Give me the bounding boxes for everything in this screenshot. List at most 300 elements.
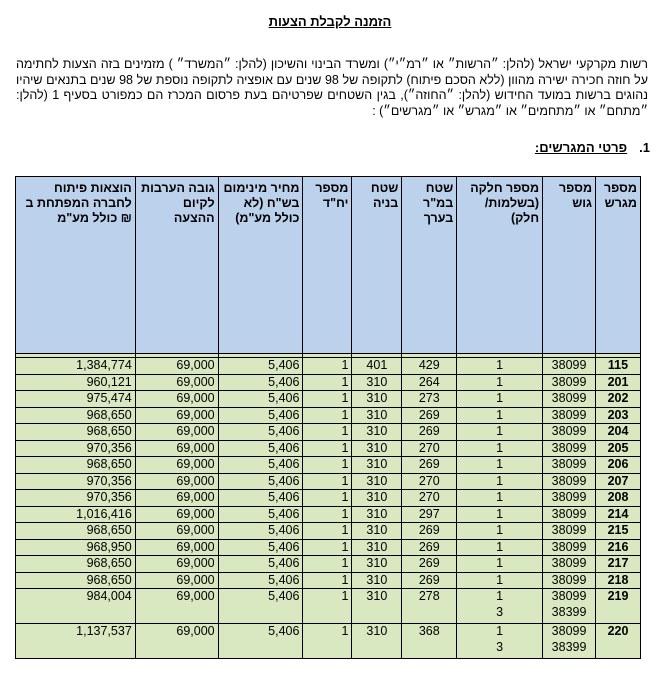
cell-gush-value: 38099: [551, 572, 587, 587]
document-title: [0, 14, 660, 29]
cell-min-price: [218, 457, 303, 474]
cell-min-price: [218, 490, 303, 507]
cell-helka-value-2: 3: [496, 639, 504, 654]
cell-dev-costs: [16, 589, 136, 624]
cell-gush: [543, 624, 596, 659]
cell-area-value: 269: [418, 556, 440, 570]
cell-build-area-value: 310: [366, 490, 388, 504]
cell-helka-value: 1: [496, 473, 504, 488]
cell-plot-value: 218: [607, 572, 629, 587]
cell-build-area-value: 310: [366, 556, 388, 570]
cell-dev-costs: [16, 457, 136, 474]
plots-table: [15, 176, 641, 659]
cell-dev-costs-value: 970,356: [86, 440, 132, 455]
cell-guarantee-value: 69,000: [176, 374, 215, 389]
cell-helka-value: 1: [496, 374, 504, 389]
cell-plot-value: 217: [607, 556, 629, 570]
cell-build-area-value: 310: [366, 589, 388, 603]
cell-min-price-value: 5,406: [268, 556, 300, 570]
cell-guarantee: [135, 391, 218, 408]
cell-min-price: [218, 358, 303, 375]
table-row: [16, 407, 641, 424]
cell-area: [402, 407, 457, 424]
cell-min-price: [218, 556, 303, 573]
cell-helka: [457, 374, 543, 391]
cell-plot-value: 214: [607, 506, 629, 521]
cell-guarantee: [135, 539, 218, 556]
cell-units: [303, 424, 352, 441]
cell-area: [402, 424, 457, 441]
cell-units-value: 1: [341, 391, 349, 405]
cell-gush-value: 38099: [551, 624, 587, 638]
cell-units: [303, 407, 352, 424]
cell-plot-value: 207: [607, 473, 629, 488]
cell-guarantee-value: 69,000: [176, 556, 215, 570]
cell-units-value: 1: [341, 572, 349, 587]
cell-units-value: 1: [341, 457, 349, 471]
cell-min-price-value: 5,406: [268, 572, 300, 587]
cell-helka-value: 1: [496, 506, 504, 521]
cell-plot-value: 206: [607, 457, 629, 471]
cell-min-price-value: 5,406: [268, 624, 300, 638]
cell-area-value: 278: [418, 589, 440, 603]
cell-plot-value: 202: [607, 391, 629, 405]
cell-min-price: [218, 473, 303, 490]
cell-gush-value: 38099: [551, 374, 587, 389]
cell-helka: [457, 523, 543, 540]
table-row: [16, 506, 641, 523]
cell-guarantee: [135, 440, 218, 457]
cell-dev-costs: [16, 440, 136, 457]
cell-dev-costs: [16, 490, 136, 507]
cell-min-price: [218, 424, 303, 441]
cell-area-value: 269: [418, 572, 440, 587]
cell-plot: [596, 440, 641, 457]
cell-dev-costs-value: 1,384,774: [76, 358, 132, 372]
cell-units: [303, 589, 352, 624]
cell-guarantee: [135, 572, 218, 589]
cell-build-area: [352, 440, 402, 457]
cell-area-value: 297: [418, 506, 440, 521]
cell-helka: [457, 407, 543, 424]
cell-plot: [596, 523, 641, 540]
cell-dev-costs-value: 1,016,416: [76, 506, 132, 521]
cell-area-value: 270: [418, 440, 440, 455]
cell-units: [303, 374, 352, 391]
cell-helka-value: 1: [496, 457, 504, 471]
intro-paragraph: [16, 57, 648, 119]
cell-min-price-value: 5,406: [268, 391, 300, 405]
cell-gush-value: 38099: [551, 457, 587, 471]
cell-plot: [596, 556, 641, 573]
cell-area: [402, 391, 457, 408]
cell-helka: [457, 391, 543, 408]
cell-guarantee: [135, 624, 218, 659]
cell-gush: [543, 358, 596, 375]
cell-units-value: 1: [341, 506, 349, 521]
cell-plot: [596, 358, 641, 375]
cell-gush: [543, 407, 596, 424]
cell-guarantee-value: 69,000: [176, 624, 215, 638]
cell-helka-value: 1: [496, 358, 504, 372]
cell-min-price: [218, 589, 303, 624]
table-row: [16, 624, 641, 659]
cell-units-value: 1: [341, 539, 349, 554]
cell-min-price-value: 5,406: [268, 589, 300, 603]
table-row: [16, 374, 641, 391]
col-header-min-price: מחיר מינימום בש"ח (לא כולל מע"מ): [218, 177, 303, 354]
cell-helka: [457, 572, 543, 589]
cell-dev-costs-value: 975,474: [86, 391, 132, 405]
cell-dev-costs-value: 968,650: [86, 457, 132, 471]
cell-min-price-value: 5,406: [268, 440, 300, 455]
table-row: [16, 473, 641, 490]
cell-gush-value: 38099: [551, 407, 587, 422]
cell-dev-costs: [16, 523, 136, 540]
cell-area: [402, 440, 457, 457]
cell-units-value: 1: [341, 556, 349, 570]
cell-helka: [457, 490, 543, 507]
cell-plot-value: 205: [607, 440, 629, 455]
cell-units: [303, 391, 352, 408]
cell-guarantee-value: 69,000: [176, 539, 215, 554]
cell-dev-costs: [16, 539, 136, 556]
cell-build-area: [352, 506, 402, 523]
col-header-build-area: שטח בניה: [352, 177, 402, 354]
cell-min-price-value: 5,406: [268, 457, 300, 471]
cell-gush: [543, 523, 596, 540]
cell-guarantee-value: 69,000: [176, 506, 215, 521]
cell-guarantee: [135, 556, 218, 573]
cell-dev-costs-value: 968,650: [86, 572, 132, 587]
cell-helka-value: 1: [496, 539, 504, 554]
cell-guarantee-value: 69,000: [176, 424, 215, 438]
cell-gush-value: 38099: [551, 391, 587, 405]
cell-plot: [596, 374, 641, 391]
cell-area: [402, 556, 457, 573]
table-row: [16, 457, 641, 474]
cell-helka: [457, 457, 543, 474]
cell-helka-value: 1: [496, 440, 504, 455]
cell-plot: [596, 506, 641, 523]
cell-units: [303, 440, 352, 457]
cell-gush: [543, 490, 596, 507]
cell-guarantee-value: 69,000: [176, 473, 215, 488]
cell-helka-value: 1: [496, 391, 504, 405]
cell-guarantee-value: 69,000: [176, 523, 215, 537]
cell-plot-value: 115: [607, 358, 629, 372]
cell-build-area: [352, 473, 402, 490]
cell-build-area-value: 310: [366, 374, 388, 389]
cell-area-value: 264: [418, 374, 440, 389]
cell-guarantee: [135, 358, 218, 375]
cell-gush-value: 38099: [551, 523, 587, 537]
cell-units: [303, 556, 352, 573]
cell-area: [402, 523, 457, 540]
cell-gush-value: 38099: [551, 440, 587, 455]
cell-helka-value: 1: [496, 624, 504, 638]
cell-build-area: [352, 556, 402, 573]
cell-build-area-value: 310: [366, 506, 388, 521]
cell-plot-value: 204: [607, 424, 629, 438]
cell-helka: [457, 358, 543, 375]
table-row: [16, 589, 641, 624]
cell-helka-value: 1: [496, 424, 504, 438]
cell-units-value: 1: [341, 473, 349, 488]
cell-units: [303, 523, 352, 540]
cell-guarantee: [135, 506, 218, 523]
cell-guarantee-value: 69,000: [176, 440, 215, 455]
cell-plot-value: 215: [607, 523, 629, 537]
cell-plot-value: 203: [607, 407, 629, 422]
table-row: [16, 556, 641, 573]
cell-build-area-value: 310: [366, 624, 388, 638]
cell-guarantee-value: 69,000: [176, 572, 215, 587]
cell-area: [402, 457, 457, 474]
cell-build-area-value: 310: [366, 440, 388, 455]
cell-units: [303, 624, 352, 659]
cell-units: [303, 539, 352, 556]
section-number: 1.: [639, 140, 650, 155]
cell-helka-value: 1: [496, 572, 504, 587]
cell-gush: [543, 457, 596, 474]
cell-dev-costs-value: 968,650: [86, 424, 132, 438]
cell-dev-costs-value: 968,650: [86, 407, 132, 422]
cell-min-price: [218, 523, 303, 540]
cell-gush: [543, 391, 596, 408]
cell-units-value: 1: [341, 374, 349, 389]
cell-plot: [596, 407, 641, 424]
col-header-units: מספר יח"ד: [303, 177, 352, 354]
cell-gush-value-2: 38399: [551, 639, 587, 654]
cell-plot: [596, 457, 641, 474]
cell-gush: [543, 539, 596, 556]
intro-text: רשות מקרקעי ישראל (להלן: ״הרשות״ או ״רמ״י״) ומשרד הבינוי והשיכון (להלן: ״המשרד״ ) מזמינים בזה הצעות לחתימה על חוזה חכירה ישירה מהוון (ללא הסכם פיתוח) לתקופה של 98 שנים עם אופציה לתקופה נוספת של 98 שנים בתנאים שיהיו נהוגים ברשות במועד החידוש (להלן: ״החוזה״), בגין השטחים שפרטיהם בעת פרסום המכרז הם כמפורט בסעיף 1 (להלן: ״מתחם״ או ״מתחמים״ או ״מגרש״ או ״מגרשים״) :: [16, 57, 648, 118]
cell-plot: [596, 424, 641, 441]
cell-build-area: [352, 457, 402, 474]
cell-units-value: 1: [341, 523, 349, 537]
cell-area-value: 368: [418, 624, 440, 638]
cell-gush-value: 38099: [551, 589, 587, 603]
cell-build-area: [352, 572, 402, 589]
cell-helka: [457, 424, 543, 441]
cell-min-price-value: 5,406: [268, 473, 300, 488]
table-row: [16, 539, 641, 556]
cell-gush-value: 38099: [551, 556, 587, 570]
cell-helka: [457, 539, 543, 556]
cell-units: [303, 572, 352, 589]
table-row: [16, 523, 641, 540]
cell-dev-costs: [16, 407, 136, 424]
cell-gush-value: 38099: [551, 539, 587, 554]
cell-build-area: [352, 523, 402, 540]
cell-gush: [543, 589, 596, 624]
cell-area: [402, 374, 457, 391]
cell-guarantee: [135, 473, 218, 490]
cell-dev-costs-value: 984,004: [86, 589, 132, 603]
cell-dev-costs-value: 970,356: [86, 490, 132, 504]
cell-area: [402, 506, 457, 523]
cell-helka-value: 1: [496, 589, 504, 603]
cell-gush-value: 38099: [551, 490, 587, 504]
cell-build-area-value: 310: [366, 457, 388, 471]
cell-gush-value-2: 38399: [551, 604, 587, 619]
cell-dev-costs: [16, 473, 136, 490]
cell-helka: [457, 589, 543, 624]
cell-plot: [596, 589, 641, 624]
cell-helka: [457, 506, 543, 523]
cell-min-price: [218, 407, 303, 424]
cell-guarantee: [135, 407, 218, 424]
cell-build-area-value: 310: [366, 407, 388, 422]
cell-min-price-value: 5,406: [268, 374, 300, 389]
cell-guarantee: [135, 523, 218, 540]
cell-area-value: 269: [418, 424, 440, 438]
section-heading: [535, 140, 650, 155]
cell-guarantee: [135, 490, 218, 507]
section-label: פרטי המגרשים:: [534, 140, 628, 155]
cell-min-price-value: 5,406: [268, 523, 300, 537]
col-header-guarantee: גובה הערבות לקיום ההצעה: [135, 177, 218, 354]
table-row: [16, 424, 641, 441]
cell-area-value: 429: [418, 358, 440, 372]
cell-units: [303, 358, 352, 375]
cell-dev-costs-value: 970,356: [86, 473, 132, 488]
cell-plot: [596, 391, 641, 408]
col-header-gush: מספר גוש: [543, 177, 596, 354]
cell-helka: [457, 556, 543, 573]
cell-gush: [543, 424, 596, 441]
cell-area: [402, 490, 457, 507]
cell-gush: [543, 506, 596, 523]
cell-plot: [596, 539, 641, 556]
cell-helka-value: 1: [496, 407, 504, 422]
table-row: [16, 440, 641, 457]
table-body: [16, 354, 641, 659]
cell-build-area: [352, 539, 402, 556]
cell-area-value: 273: [418, 391, 440, 405]
cell-guarantee: [135, 457, 218, 474]
cell-guarantee-value: 69,000: [176, 457, 215, 471]
col-header-dev-costs: הוצאות פיתוח לחברה המפתחת ב ₪ כולל מע"מ: [16, 177, 136, 354]
cell-min-price: [218, 572, 303, 589]
cell-min-price: [218, 539, 303, 556]
cell-dev-costs: [16, 506, 136, 523]
cell-helka-value: 1: [496, 523, 504, 537]
cell-min-price: [218, 440, 303, 457]
cell-build-area-value: 310: [366, 473, 388, 488]
cell-units: [303, 457, 352, 474]
table-row: [16, 358, 641, 375]
cell-build-area-value: 310: [366, 424, 388, 438]
cell-min-price-value: 5,406: [268, 506, 300, 521]
table-header-row: [16, 177, 641, 354]
cell-area: [402, 624, 457, 659]
table-row: [16, 572, 641, 589]
cell-min-price-value: 5,406: [268, 407, 300, 422]
cell-helka-value: 1: [496, 490, 504, 504]
cell-guarantee-value: 69,000: [176, 589, 215, 603]
cell-dev-costs: [16, 572, 136, 589]
table-row: [16, 391, 641, 408]
cell-build-area-value: 310: [366, 572, 388, 587]
cell-min-price: [218, 391, 303, 408]
cell-units-value: 1: [341, 424, 349, 438]
cell-area-value: 269: [418, 539, 440, 554]
cell-gush-value: 38099: [551, 506, 587, 521]
cell-units: [303, 490, 352, 507]
cell-min-price-value: 5,406: [268, 424, 300, 438]
cell-build-area: [352, 374, 402, 391]
cell-gush: [543, 440, 596, 457]
cell-dev-costs-value: 968,950: [86, 539, 132, 554]
cell-area: [402, 358, 457, 375]
cell-guarantee-value: 69,000: [176, 490, 215, 504]
cell-units-value: 1: [341, 440, 349, 455]
cell-area: [402, 473, 457, 490]
cell-area-value: 269: [418, 457, 440, 471]
col-header-helka: מספר חלקה (בשלמות/ חלק): [457, 177, 543, 354]
cell-guarantee-value: 69,000: [176, 407, 215, 422]
cell-helka: [457, 473, 543, 490]
cell-guarantee: [135, 374, 218, 391]
cell-area-value: 269: [418, 407, 440, 422]
col-header-area: שטח במ"ר בערך: [402, 177, 457, 354]
table-row: [16, 490, 641, 507]
cell-gush-value: 38099: [551, 358, 587, 372]
cell-units: [303, 506, 352, 523]
col-header-plot: מספר מגרש: [596, 177, 641, 354]
cell-dev-costs: [16, 391, 136, 408]
cell-gush-value: 38099: [551, 424, 587, 438]
cell-helka: [457, 440, 543, 457]
title-text: הזמנה לקבלת הצעות: [268, 14, 392, 29]
cell-build-area-value: 310: [366, 523, 388, 537]
cell-plot: [596, 572, 641, 589]
cell-min-price-value: 5,406: [268, 358, 300, 372]
cell-guarantee-value: 69,000: [176, 358, 215, 372]
cell-dev-costs: [16, 358, 136, 375]
cell-area: [402, 589, 457, 624]
cell-build-area: [352, 624, 402, 659]
cell-dev-costs-value: 960,121: [86, 374, 132, 389]
cell-build-area-value: 310: [366, 391, 388, 405]
cell-units-value: 1: [341, 589, 349, 603]
cell-build-area-value: 310: [366, 539, 388, 554]
cell-plot-value: 219: [607, 589, 629, 603]
cell-min-price: [218, 506, 303, 523]
cell-build-area: [352, 391, 402, 408]
cell-plot: [596, 490, 641, 507]
cell-plot-value: 216: [607, 539, 629, 554]
cell-dev-costs: [16, 556, 136, 573]
cell-guarantee: [135, 589, 218, 624]
cell-helka-value: 1: [496, 556, 504, 570]
cell-units-value: 1: [341, 358, 349, 372]
cell-dev-costs: [16, 424, 136, 441]
cell-build-area: [352, 490, 402, 507]
cell-plot-value: 220: [607, 624, 629, 638]
cell-plot-value: 201: [607, 374, 629, 389]
cell-units-value: 1: [341, 490, 349, 504]
cell-helka-value-2: 3: [496, 604, 504, 619]
cell-min-price: [218, 374, 303, 391]
cell-dev-costs-value: 1,137,537: [76, 624, 132, 638]
cell-helka: [457, 624, 543, 659]
cell-min-price-value: 5,406: [268, 490, 300, 504]
cell-gush: [543, 473, 596, 490]
cell-gush: [543, 572, 596, 589]
